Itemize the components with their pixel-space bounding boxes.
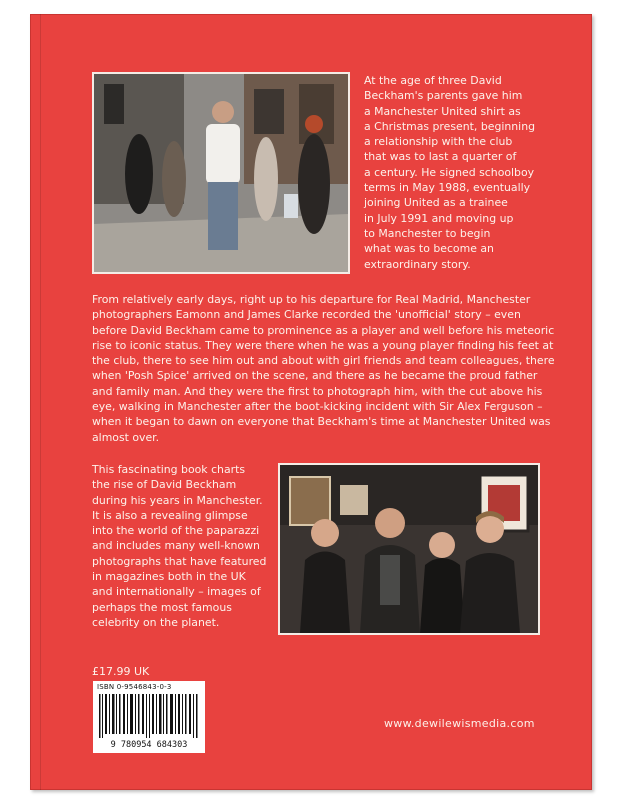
- street-photo: [92, 72, 350, 274]
- barcode-box: [93, 681, 205, 753]
- book-back-cover: [30, 14, 592, 790]
- barcode-number: 9 780954 684303: [110, 740, 188, 750]
- main-paragraph: From relatively early days, right up to his departure for Real Madrid, Manchester photographers Eamonn and James Clarke recorded the 'unofficial' story – even before David Beckham came to prominence as a player and well before his meteoric rise to iconic status. They were there when he was a young player finding his feet at the club, there to see him out and about with girl friends and team colleagues, there when 'Posh Spice' arrived on the scene, and there as he became the proud father and family man. And they were the first to photograph him, with the cut above his eye, walking in Manchester after the boot-kicking incident with Sir Alex Ferguson – when it began to dawn on everyone that Beckham's time at Manchester United was almost over.: [92, 293, 555, 444]
- isbn-label: ISBN 0-9546843-0-3: [97, 683, 172, 691]
- group-photo: [278, 463, 540, 635]
- barcode: [99, 694, 199, 738]
- publisher-website: www.dewilewismedia.com: [384, 717, 535, 730]
- summary-paragraph: This fascinating book charts the rise of David Beckham during his years in Manchester. It is also a revealing glimpse into the world of the paparazzi and includes many well-known photographs that have featured in magazines both in the UK and internationally – images of perhaps the most famous celebrity on the planet.: [92, 463, 267, 629]
- intro-paragraph: At the age of three David Beckham's parents gave him a Manchester United shirt as a Christmas present, beginning a relationship with the club that was to last a quarter of a century. He signed schoolboy terms in May 1988, eventually joining United as a trainee in July 1991 and moving up to Manchester to begin what was to become an extraordinary story.: [364, 74, 536, 271]
- price: £17.99 UK: [92, 665, 150, 678]
